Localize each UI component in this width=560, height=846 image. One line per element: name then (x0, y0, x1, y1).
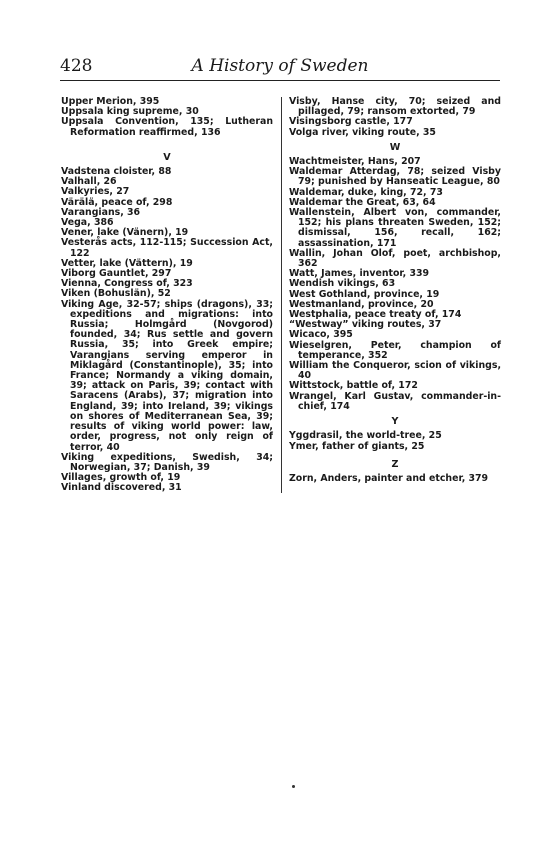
running-title: A History of Sweden (191, 56, 369, 76)
index-entry: William the Conqueror, scion of vikings, 40 (289, 360, 501, 382)
index-entry: Viking expeditions, Swedish, 34; Norwegian, 37; Danish, 39 (61, 451, 273, 473)
index-entry: Wrangel, Karl Gustav, commander-in-chief, 174 (289, 390, 501, 412)
page-number: 428 (60, 56, 93, 76)
index-entry: Upper Merion, 395 (61, 96, 160, 107)
index-entry: Uppsala Convention, 135; Lutheran Reformation reaffirmed, 136 (61, 116, 273, 138)
index-entry: Visingsborg castle, 177 (289, 116, 413, 128)
section-letter-y: Y (391, 416, 399, 428)
index-entry: Villages, growth of, 19 (61, 472, 181, 484)
index-column-left (61, 97, 273, 494)
index-entry: Wallenstein, Albert von, commander, 152; his plans threaten Sweden, 152; dismissal, 156, recall, 162; assassination, 171 (289, 207, 501, 249)
column-divider (281, 97, 282, 493)
index-entry: Varangians, 36 (61, 206, 141, 218)
index-entry: Viking Age, 32-57; ships (dragons), 33; expeditions and migrations: into Russia; Holmgård (Novgorod) founded, 34; Rus settle and govern Russia, 35; into Greek empire; Varangians serving emperor in Miklagård (Constantinople), 35; into France; Normandy a viking domain, 39; attack on Paris, 39; contact with Saracens (Arabs), 37; migration into England, 39; into Ireland, 39; vikings on shores of Mediterranean Sea, 39; results of viking world power: law, order, progress, not only reign of terror, 40 (61, 298, 273, 453)
index-group-w (289, 157, 501, 412)
index-entry: Yggdrasil, the world-tree, 25 (289, 430, 442, 442)
index-entry: Waldemar the Great, 63, 64 (289, 196, 436, 208)
index-entry: Zorn, Anders, painter and etcher, 379 (289, 472, 489, 484)
index-entry: Ymer, father of giants, 25 (289, 440, 425, 452)
index-entry: Wallin, Johan Olof, poet, archbishop, 362 (289, 247, 501, 270)
index-entry: Vega, 386 (61, 217, 114, 229)
index-group-y (289, 431, 501, 451)
index-group-v (61, 167, 273, 494)
index-group-u (61, 97, 273, 138)
index-entry: Valkyries, 27 (61, 186, 130, 198)
index-entry: West Gothland, province, 19 (289, 288, 440, 300)
index-entry: Valhall, 26 (61, 176, 117, 188)
index-column-right (289, 97, 501, 484)
index-entry: Vener, lake (Vänern), 19 (61, 227, 189, 239)
index-entry: Uppsala king supreme, 30 (61, 106, 199, 118)
index-entry: Vienna, Congress of, 323 (61, 278, 193, 290)
index-entry: Viborg Gauntlet, 297 (61, 268, 172, 280)
index-entry: Watt, James, inventor, 339 (289, 268, 430, 280)
index-entry: Waldemar Atterdag, 78; seized Visby 79; punished by Hanseatic League, 80 (289, 166, 501, 188)
index-entry: Vetter, lake (Vättern), 19 (61, 257, 193, 269)
index-entry: Vesterås acts, 112-115; Succession Act, 122 (61, 237, 273, 259)
index-group-z (289, 474, 501, 484)
index-entry: Wachtmeister, Hans, 207 (289, 156, 421, 168)
index-group-v-continued (289, 97, 501, 138)
header-rule (60, 80, 500, 81)
page-header (60, 56, 500, 78)
index-entry: Wendish vikings, 63 (289, 278, 396, 290)
index-entry: Westphalia, peace treaty of, 174 (289, 309, 462, 321)
index-entry: “Westway” viking routes, 37 (289, 319, 442, 331)
section-letter-w: W (389, 141, 401, 153)
index-entry: Wieselgren, Peter, champion of temperance, 352 (289, 339, 501, 361)
index-entry: Wicaco, 395 (289, 329, 353, 341)
index-entry: Wittstock, battle of, 172 (289, 380, 418, 392)
index-entry: Viken (Bohuslän), 52 (61, 288, 171, 300)
section-letter-z: Z (391, 458, 399, 470)
index-entry: Vadstena cloister, 88 (61, 166, 172, 178)
index-entry: Visby, Hanse city, 70; seized and pillaged, 79; ransom extorted, 79 (289, 96, 501, 118)
index-entry: Westmanland, province, 20 (289, 298, 434, 310)
index-entry: Vinland discovered, 31 (61, 482, 182, 494)
index-entry: Värälä, peace of, 298 (61, 196, 173, 208)
page-mark-dot (292, 785, 295, 788)
section-letter-v: V (163, 151, 171, 163)
index-entry: Waldemar, duke, king, 72, 73 (289, 186, 443, 198)
index-entry: Volga river, viking route, 35 (289, 126, 436, 138)
